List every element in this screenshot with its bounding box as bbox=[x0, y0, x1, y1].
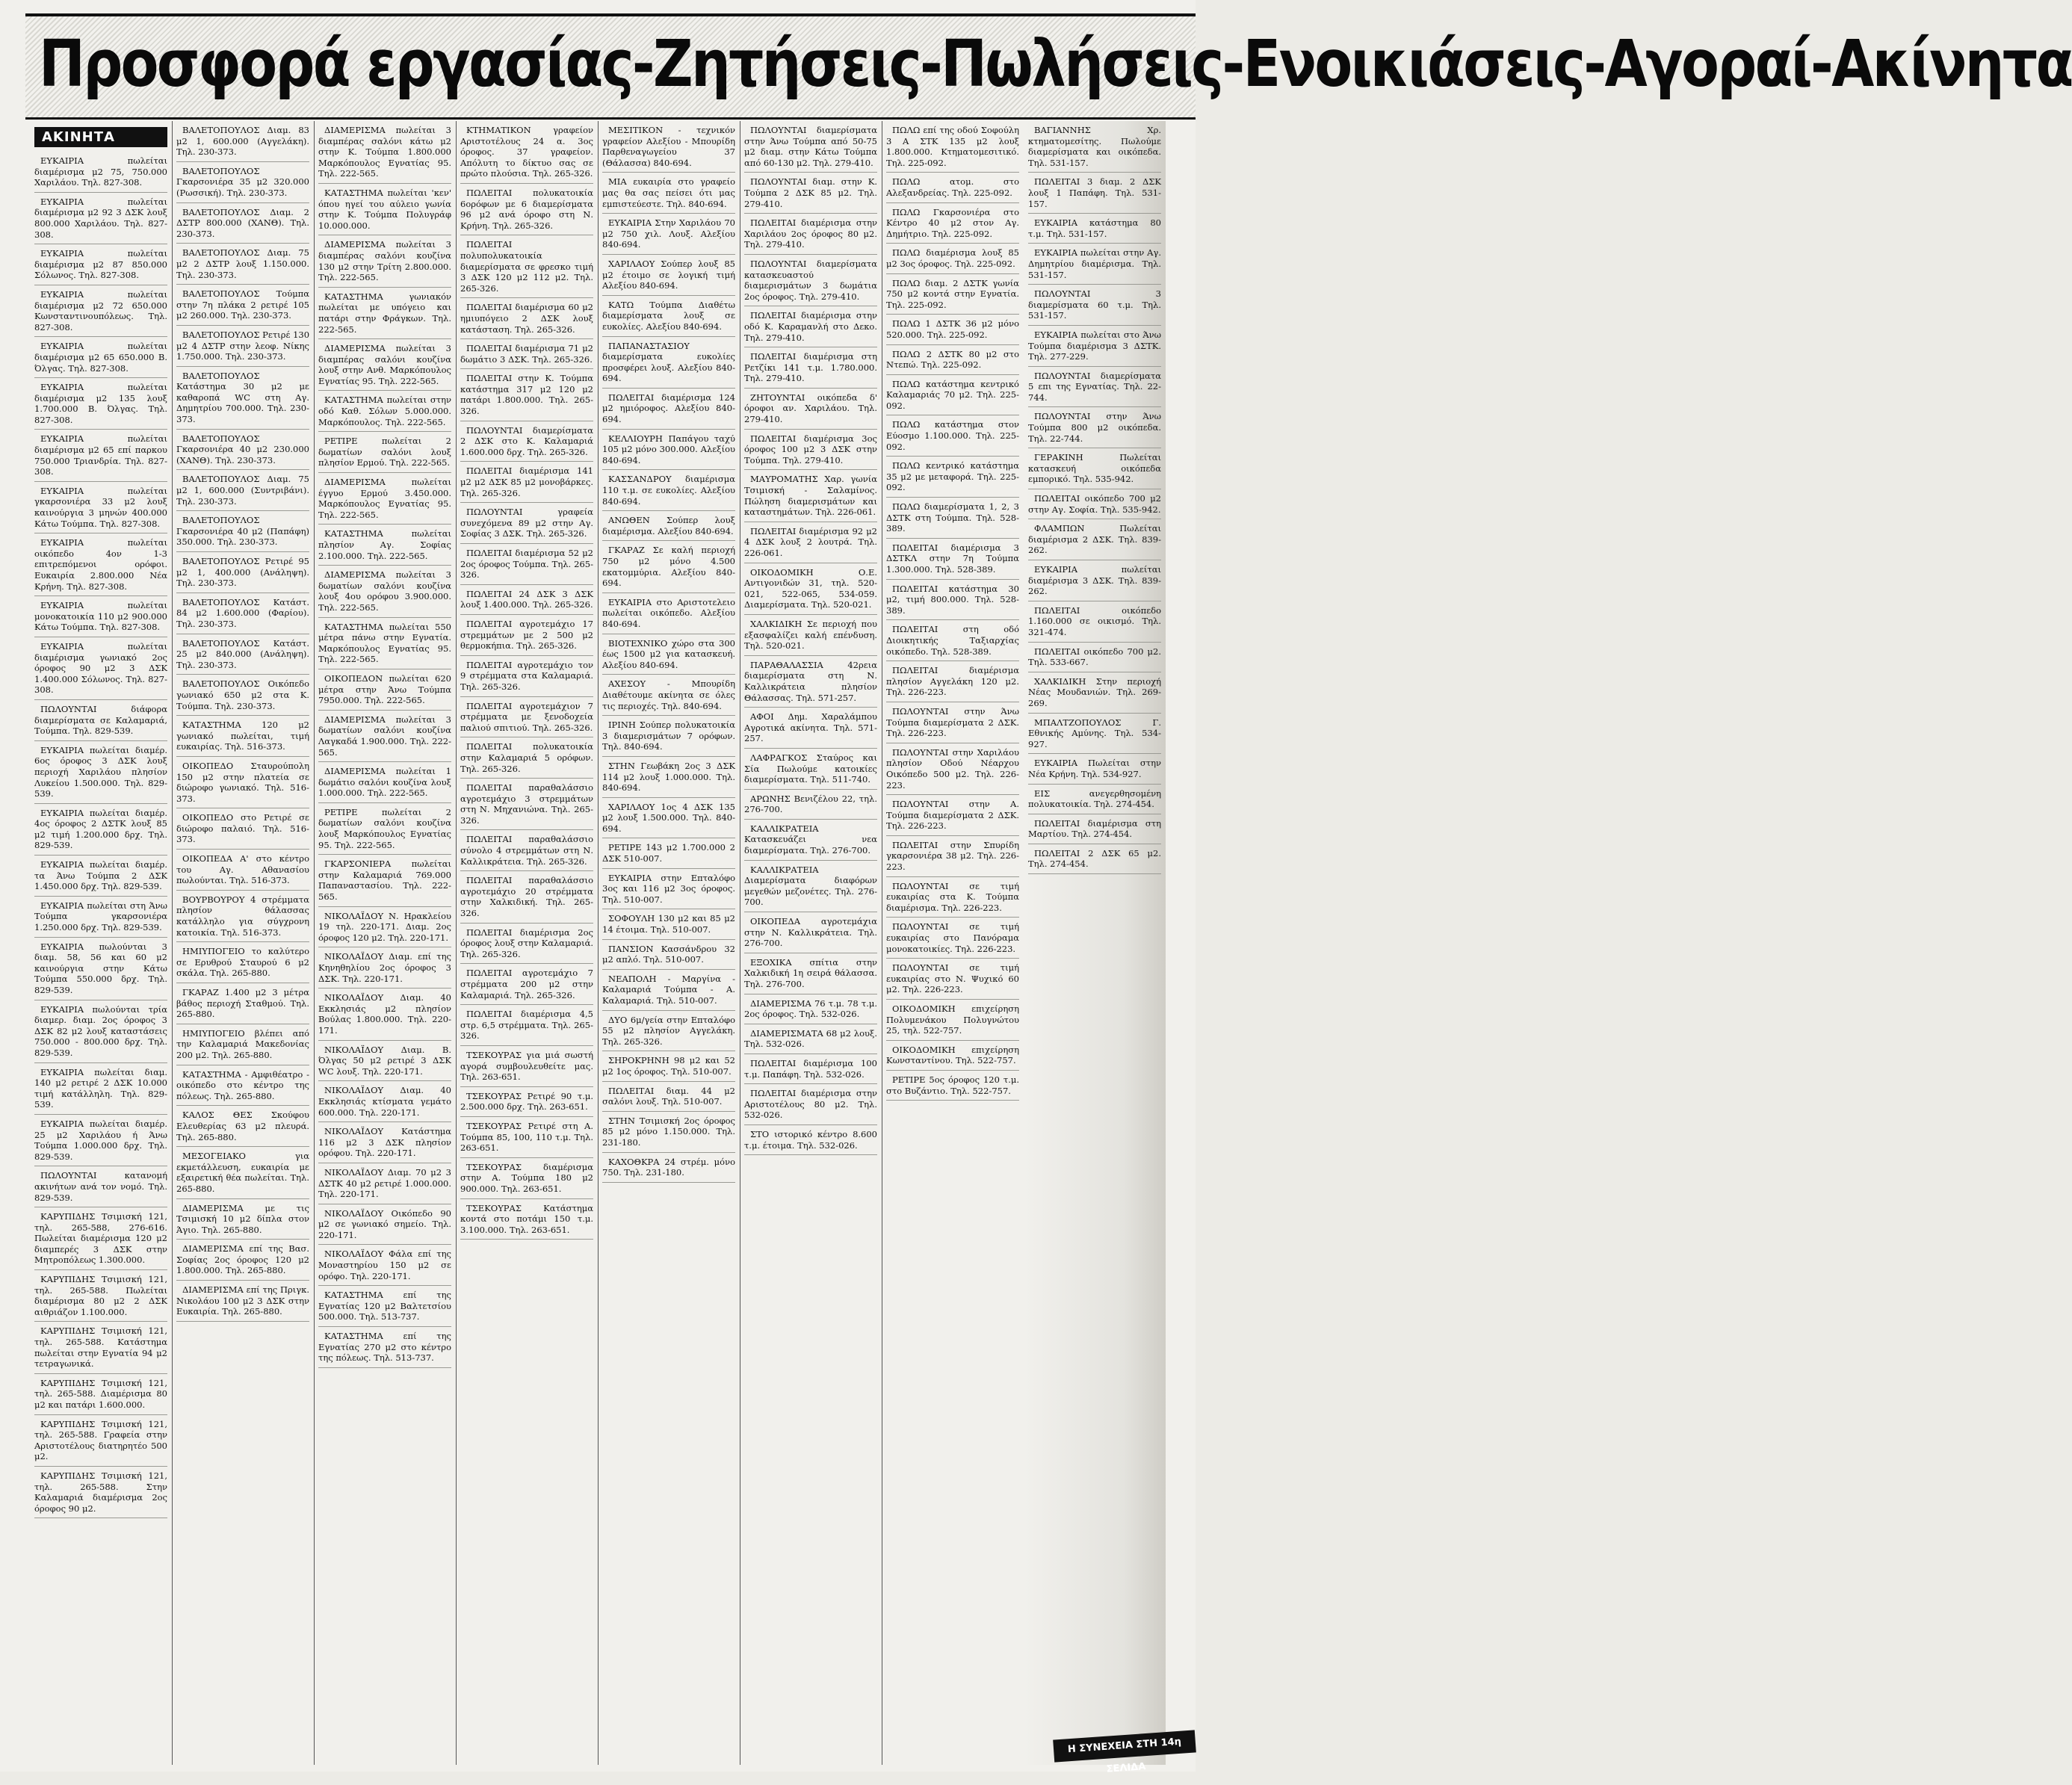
classified-ad: ΒΑΛΕΤΟΠΟΥΛΟΣ Κατάστ. 84 μ2 1.600.000 (Φαρίου). Τηλ. 230-373. bbox=[176, 593, 309, 634]
column-5 bbox=[598, 121, 740, 1765]
classified-ad: ΜΕΣΙΤΙΚΟΝ - τεχνικόν γραφείον Αλεξίου - Μπουρίδη Παρθεναγωγείου 37 (Θάλασσα) 840-694. bbox=[602, 121, 735, 173]
classified-ad: ΑΧΕΣΟΥ - Μπουρίδη Διαθέτουμε ακίνητα σε όλες τις περιοχές. Τηλ. 840-694. bbox=[602, 675, 735, 716]
banner-title: Προσφορά εργασίας-Ζητήσεις-Πωλήσεις-Ενοικιάσεις-Αγοραί-Ακίνητα bbox=[39, 27, 2072, 102]
classified-ad: ΚΑΡΥΠΙΔΗΣ Τσιμισκή 121, τηλ. 265-588. Κατάστημα πωλείται στην Εγνατία 94 μ2 τετραγωνικά. bbox=[34, 1322, 167, 1373]
classified-ad: ΠΩΛΕΙΤΑΙ διαμέρισμα 2ος όροφος λουξ στην Καλαμαριά. Τηλ. 265-326. bbox=[460, 924, 593, 965]
classified-ad: ΠΩΛΟΥΝΤΑΙ στην Άνω Τούμπα 800 μ2 οικόπεδα. Τηλ. 22-744. bbox=[1028, 407, 1161, 448]
classified-ad: ΠΩΛΕΙΤΑΙ αγροτεμάχιο 7 στρέμματα 200 μ2 στην Καλαμαριά. Τηλ. 265-326. bbox=[460, 964, 593, 1005]
classified-ad: ΔΙΑΜΕΡΙΣΜΑ πωλείται 3 δωματίων σαλόνι κουζίνα λουξ 4ου ορόφου 3.900.000. Τηλ. 222-565. bbox=[318, 566, 451, 617]
classified-ad: ΤΣΕΚΟΥΡΑΣ Κατάστημα κοντά στο ποτάμι 150 τ.μ. 3.100.000. Τηλ. 263-651. bbox=[460, 1199, 593, 1240]
classified-ad: ΒΑΛΕΤΟΠΟΥΛΟΣ Τούμπα στην 7η πλάκα 2 ρετιρέ 105 μ2 260.000. Τηλ. 230-373. bbox=[176, 285, 309, 326]
classified-ad: ΕΥΚΑΙΡΙΑ Στην Χαριλάου 70 μ2 750 χιλ. Λουξ. Αλεξίου 840-694. bbox=[602, 214, 735, 255]
classified-ad: ΔΙΑΜΕΡΙΣΜΑ επί της Πριγκ. Νικολάου 100 μ2 3 ΔΣΚ στην Ευκαιρία. Τηλ. 265-880. bbox=[176, 1281, 309, 1322]
classified-ad: ΣΤΗΝ Γεωβάκη 2ος 3 ΔΣΚ 114 μ2 λουξ 1.000.000. Τηλ. 840-694. bbox=[602, 757, 735, 798]
column-8 bbox=[1024, 121, 1166, 1765]
classified-ad: ΠΑΝΣΙΟΝ Κασσάνδρου 32 μ2 απλό. Τηλ. 510-007. bbox=[602, 940, 735, 970]
classified-ad: ΠΩΛΟΥΝΤΑΙ διαμερίσματα 5 επι της Εγνατίας. Τηλ. 22-744. bbox=[1028, 367, 1161, 408]
classified-ad: ΒΟΥΡΒΟΥΡΟΥ 4 στρέμματα πλησίον θάλασσας κατάλληλο για σύγχρονη κατοικία. Τηλ. 516-373. bbox=[176, 891, 309, 942]
classified-ad: ΔΙΑΜΕΡΙΣΜΑΤΑ 68 μ2 λουξ. Τηλ. 532-026. bbox=[744, 1024, 877, 1054]
classified-ad: ΚΑΤΑΣΤΗΜΑ - Αμφιθέατρο - οικόπεδο στο κέντρο της πόλεως. Τηλ. 265-880. bbox=[176, 1065, 309, 1107]
classified-ad: ΜΙΑ ευκαιρία στο γραφείο μας θα σας πείσει ότι μας εμπιστεύεστε. Τηλ. 840-694. bbox=[602, 173, 735, 214]
classified-ad: ΚΑΡΥΠΙΔΗΣ Τσιμισκή 121, τηλ. 265-588. Στην Καλαμαριά διαμέρισμα 2ος όροφος 90 μ2. bbox=[34, 1467, 167, 1518]
classified-ad: ΕΥΚΑΙΡΙΑ πωλείται γκαρσονιέρα 33 μ2 λουξ καινούργια 3 μηνών 400.000 Κάτω Τούμπα. Τηλ. 827-308. bbox=[34, 482, 167, 533]
classified-ad: ΝΙΚΟΛΑΪΔΟΥ Ν. Ηρακλείου 19 τηλ. 220-171. Διαμ. 2ος όροφος 120 μ2. Τηλ. 220-171. bbox=[318, 907, 451, 948]
column-1 bbox=[30, 121, 173, 1765]
classified-ad: ΠΩΛΕΙΤΑΙ διαμ. 44 μ2 σαλόνι λουξ. Τηλ. 510-007. bbox=[602, 1082, 735, 1112]
classified-ad: ΠΩΛΩ ατομ. στο Αλεξανδρείας. Τηλ. 225-092. bbox=[886, 173, 1019, 202]
classified-ad: ΠΩΛΕΙΤΑΙ διαμέρισμα στη Μαρτίου. Τηλ. 274-454. bbox=[1028, 814, 1161, 844]
classified-ad: ΒΑΛΕΤΟΠΟΥΛΟΣ Κατάστημα 30 μ2 με καθαροπά WC στη Αγ. Δημητρίου 700.000. Τηλ. 230-373. bbox=[176, 367, 309, 430]
classified-ad: ΟΙΚΟΔΟΜΙΚΗ επιχείρηση Πολυμενάκου Πολυγνώτου 25, τηλ. 522-757. bbox=[886, 1000, 1019, 1041]
classified-ad: ΠΩΛΕΙΤΑΙ οικόπεδο 700 μ2 στην Αγ. Σοφία. Τηλ. 535-942. bbox=[1028, 489, 1161, 519]
classified-ad: ΤΣΕΚΟΥΡΑΣ διαμέρισμα στην Α. Τούμπα 180 μ2 900.000. Τηλ. 263-651. bbox=[460, 1158, 593, 1199]
classified-ad: ΔΙΑΜΕΡΙΣΜΑ πωλείται 3 διαμπέρας σαλόνι κάτω μ2 στην Κ. Τούμπα 1.800.000 Μαρκόπουλος Εγνατίας 95. Τηλ. 222-565. bbox=[318, 121, 451, 184]
classified-ad: ΠΩΛΟΥΝΤΑΙ στην Α. Τούμπα διαμερίσματα 2 ΔΣΚ. Τηλ. 226-223. bbox=[886, 795, 1019, 836]
classified-ad: ΠΩΛΕΙΤΑΙ στην Κ. Τούμπα κατάστημα 317 μ2 120 μ2 πατάρι 1.800.000. Τηλ. 265-326. bbox=[460, 369, 593, 421]
classified-ad: ΟΙΚΟΠΕΔΑ αγροτεμάχια στην Ν. Καλλικράτεια. Τηλ. 276-700. bbox=[744, 912, 877, 953]
classified-ad: ΠΩΛΩ διαμερίσματα 1, 2, 3 ΔΣΤΚ στη Τούμπα. Τηλ. 528-389. bbox=[886, 498, 1019, 539]
classified-ad: ΠΩΛΕΙΤΑΙ διαμέρισμα 92 μ2 4 ΔΣΚ λουξ 2 λουτρά. Τηλ. 226-061. bbox=[744, 522, 877, 563]
classified-ad: ΠΩΛΕΙΤΑΙ πολυκατοικία 6ορόφων με 6 διαμερίσματα 96 μ2 ανά όροφο στη Ν. Κρήνη. Τηλ. 265-326. bbox=[460, 184, 593, 235]
classified-ad: ΡΕΤΙΡΕ 143 μ2 1.700.000 2 ΔΣΚ 510-007. bbox=[602, 838, 735, 868]
classified-ad: ΔΙΑΜΕΡΙΣΜΑ επί της Βασ. Σοφίας 2ος όροφος 120 μ2 1.800.000. Τηλ. 265-880. bbox=[176, 1240, 309, 1281]
classified-ad: ΑΝΩΘΕΝ Σούπερ λουξ διαμέρισμα. Αλεξίου 840-694. bbox=[602, 511, 735, 541]
classified-ad: ΕΥΚΑΙΡΙΑ πωλείται διαμέρισμα μ2 135 λουξ 1.700.000 Β. Όλγας. Τηλ. 827-308. bbox=[34, 378, 167, 430]
classified-ad: ΕΥΚΑΙΡΙΑ πωλείται διαμέρισμα γωνιακό 2ος όροφος 90 μ2 3 ΔΣΚ 1.400.000 Σόλωνος. Τηλ. 827-308. bbox=[34, 637, 167, 700]
classified-ad: ΠΩΛΩ διαμέρισμα λουξ 85 μ2 3ος όροφος. Τηλ. 225-092. bbox=[886, 244, 1019, 273]
classified-ad: ΠΩΛΕΙΤΑΙ αγροτεμάχιο 17 στρεμμάτων με 2 500 μ2 θερμοκήπια. Τηλ. 265-326. bbox=[460, 615, 593, 656]
classified-ad: ΧΑΡΙΛΑΟΥ 1ος 4 ΔΣΚ 135 μ2 λουξ 1.500.000. Τηλ. 840-694. bbox=[602, 798, 735, 839]
classified-ad: ΧΑΛΚΙΔΙΚΗ Στην περιοχή Νέας Μουδανιών. Τηλ. 269-269. bbox=[1028, 672, 1161, 714]
classified-ad: ΝΙΚΟΛΑΪΔΟΥ Διαμ. 70 μ2 3 ΔΣΤΚ 40 μ2 ρετιρέ 1.000.000. Τηλ. 220-171. bbox=[318, 1163, 451, 1204]
classified-ad: ΝΙΚΟΛΑΪΔΟΥ Κατάστημα 116 μ2 3 ΔΣΚ πλησίον ορόφου. Τηλ. 220-171. bbox=[318, 1122, 451, 1163]
classified-ad: ΠΩΛΕΙΤΑΙ αγροτεμάχιον 7 στρέμματα με ξενοδοχεία παλιού σπιτιού. Τηλ. 265-326. bbox=[460, 697, 593, 738]
classified-ad: ΔΙΑΜΕΡΙΣΜΑ πωλείται 3 δωματίων σαλόνι κουζίνα Λαγκαδά 1.900.000. Τηλ. 222-565. bbox=[318, 711, 451, 762]
classified-ad: ΠΩΛΟΥΝΤΑΙ στην Άνω Τούμπα διαμερίσματα 2 ΔΣΚ. Τηλ. 226-223. bbox=[886, 702, 1019, 743]
classified-ad: ΠΩΛΟΥΝΤΑΙ σε τιμή ευκαιρίας στο Πανόραμα μονοκατοικίες. Τηλ. 226-223. bbox=[886, 918, 1019, 959]
classified-ad: ΖΗΤΟΥΝΤΑΙ οικόπεδα δ' όροφοι αν. Χαριλάου. Τηλ. 279-410. bbox=[744, 389, 877, 430]
classified-ad: ΜΕΣΟΓΕΙΑΚΟ για εκμετάλλευση, ευκαιρία με εξαιρετική θέα πωλείται. Τηλ. 265-880. bbox=[176, 1147, 309, 1198]
classified-ad: ΕΥΚΑΙΡΙΑ πωλείται διαμέρισμα μ2 72 650.000 Κωνσταντινουπόλεως. Τηλ. 827-308. bbox=[34, 285, 167, 337]
classified-ad: ΚΕΛΛΙΟΥΡΗ Παπάγου ταχύ 105 μ2 μόνο 300.000. Αλεξίου 840-694. bbox=[602, 430, 735, 471]
classified-ad: ΔΙΑΜΕΡΙΣΜΑ πωλείται 1 δωμάτιο σαλόνι κουζίνα λουξ 1.000.000. Τηλ. 222-565. bbox=[318, 762, 451, 803]
classified-ad: ΕΥΚΑΙΡΙΑ πωλείται διαμ. 140 μ2 ρετιρέ 2 ΔΣΚ 10.000 τιμή κατάλληλη. Τηλ. 829-539. bbox=[34, 1063, 167, 1115]
classified-ad: ΕΥΚΑΙΡΙΑ πωλείται μονοκατοικία 110 μ2 900.000 Κάτω Τούμπα. Τηλ. 827-308. bbox=[34, 596, 167, 637]
classified-ad: ΝΕΑΠΟΛΗ - Μαργίνα - Καλαμαριά Τούμπα - Α. Καλαμαριά. Τηλ. 510-007. bbox=[602, 970, 735, 1011]
classified-ad: ΚΑΡΥΠΙΔΗΣ Τσιμισκή 121, τηλ. 265-588. Γραφεία στην Αριστοτέλους διατηρητέο 500 μ2. bbox=[34, 1415, 167, 1467]
column-2 bbox=[172, 121, 315, 1765]
classified-ad: ΕΞΟΧΙΚΑ σπίτια στην Χαλκιδική 1η σειρά θάλασσα. Τηλ. 276-700. bbox=[744, 953, 877, 994]
classified-ad: ΕΥΚΑΙΡΙΑ πωλείται διαμέρ. 4ος όροφος 2 ΔΣΤΚ λουξ 85 μ2 τιμή 1.200.000 δρχ. Τηλ. 829-539. bbox=[34, 804, 167, 856]
classified-ad: ΠΩΛΕΙΤΑΙ διαμέρισμα 52 μ2 2ος όροφος Τούμπα. Τηλ. 265-326. bbox=[460, 544, 593, 585]
classified-ad: ΙΡΙΝΗ Σούπερ πολυκατοικία 3 διαμερισμάτων 7 ορόφων. Τηλ. 840-694. bbox=[602, 716, 735, 757]
classified-ad: ΝΙΚΟΛΑΪΔΟΥ Φάλα επί της Μοναστηρίου 150 μ2 σε ορόφο. Τηλ. 220-171. bbox=[318, 1245, 451, 1286]
classified-ad: ΔΙΑΜΕΡΙΣΜΑ πωλείται 3 διαμπέρας σαλόνι κουζίνα λουξ στην Ανθ. Μαρκόπουλος Εγνατίας 95. Τηλ. 222-565. bbox=[318, 339, 451, 391]
classified-ad: ΠΩΛΩ κατάστημα κεντρικό Καλαμαριάς 70 μ2. Τηλ. 225-092. bbox=[886, 375, 1019, 416]
classified-ad: ΚΑΡΥΠΙΔΗΣ Τσιμισκή 121, τηλ. 265-588. Πωλείται διαμέρισμα 80 μ2 2 ΔΣΚ αιθριάζον 1.100.000. bbox=[34, 1270, 167, 1322]
classified-ad: ΚΑΤΑΣΤΗΜΑ πωλείται 'κεν' όπου ηγεί του αύλειο γωνία στην Κ. Τούμπα Πολυγράφ 10.000.000. bbox=[318, 184, 451, 235]
column-3 bbox=[314, 121, 457, 1765]
classified-ad: ΒΑΛΕΤΟΠΟΥΛΟΣ Διαμ. 83 μ2 1, 600.000 (Αγγελάκη). Τηλ. 230-373. bbox=[176, 121, 309, 162]
classified-ad: ΤΣΕΚΟΥΡΑΣ Ρετιρέ 90 τ.μ. 2.500.000 δρχ. Τηλ. 263-651. bbox=[460, 1087, 593, 1117]
classified-ad: ΕΥΚΑΙΡΙΑ πωλείται στη Άνω Τούμπα γκαρσονιέρα 1.250.000 δρχ. Τηλ. 829-539. bbox=[34, 897, 167, 938]
classified-ad: ΠΩΛΩ επί της οδού Σοφούλη 3 Α ΣΤΚ 135 μ2 λουξ 1.800.000. Κτηματομεσιτικό. Τηλ. 225-092. bbox=[886, 121, 1019, 173]
section-tag-akinita: ΑΚΙΝΗΤΑ bbox=[34, 127, 167, 147]
classified-ad: ΡΕΤΙΡΕ πωλείται 2 δωματίων σαλόνι λουξ πλησίον Ερμού. Τηλ. 222-565. bbox=[318, 432, 451, 473]
classified-ad: ΟΙΚΟΔΟΜΙΚΗ Ο.Ε. Αντιγονιδών 31, τηλ. 520-021, 522-065, 534-059. Διαμερίσματα. Τηλ. 520-021. bbox=[744, 563, 877, 615]
classified-ad: ΠΩΛΕΙΤΑΙ παραθαλάσσιο αγροτεμάχιο 20 στρέμματα στην Χαλκιδική. Τηλ. 265-326. bbox=[460, 871, 593, 923]
classified-ad: ΦΛΑΜΠΩΝ Πωλείται διαμέρισμα 2 ΔΣΚ. Τηλ. 839-262. bbox=[1028, 519, 1161, 560]
classified-ad: ΔΙΑΜΕΡΙΣΜΑ πωλείται έγγυο Ερμού 3.450.000. Μαρκόπουλος Εγνατίας 95. Τηλ. 222-565. bbox=[318, 473, 451, 525]
classified-ad: ΒΑΛΕΤΟΠΟΥΛΟΣ Οικόπεδο γωνιακό 650 μ2 στα Κ. Τούμπα. Τηλ. 230-373. bbox=[176, 675, 309, 716]
classified-ad: ΠΑΠΑΝΑΣΤΑΣΙΟΥ διαμερίσματα ευκολίες προσφέρει λουξ. Αλεξίου 840-694. bbox=[602, 337, 735, 389]
classified-ad: ΕΥΚΑΙΡΙΑ πωλείται διαμέρισμα μ2 75, 750.000 Χαριλάου. Τηλ. 827-308. bbox=[34, 152, 167, 193]
classified-ad: ΟΙΚΟΔΟΜΙΚΗ επιχείρηση Κωνσταντίνου. Τηλ. 522-757. bbox=[886, 1041, 1019, 1071]
classified-ad: ΕΥΚΑΙΡΙΑ κατάστημα 80 τ.μ. Τηλ. 531-157. bbox=[1028, 214, 1161, 244]
classified-ad: ΕΥΚΑΙΡΙΑ πωλείται διαμέρισμα μ2 92 3 ΔΣΚ λουξ 800.000 Χαριλάου. Τηλ. 827-308. bbox=[34, 193, 167, 244]
classified-ad: ΒΑΛΕΤΟΠΟΥΛΟΣ Ρετιρέ 130 μ2 4 ΔΣΤΡ στην λεοφ. Νίκης 1.750.000. Τηλ. 230-373. bbox=[176, 326, 309, 367]
classified-ad: ΠΩΛΟΥΝΤΑΙ διαμερίσματα κατασκευαστού διαμερισμάτων 3 δωμάτια 2ος όροφος. Τηλ. 279-410. bbox=[744, 255, 877, 306]
classified-ad: ΤΣΕΚΟΥΡΑΣ Ρετιρέ στη Α. Τούμπα 85, 100, 110 τ.μ. Τηλ. 263-651. bbox=[460, 1117, 593, 1158]
classified-ad: ΠΑΡΑΘΑΛΑΣΣΙΑ 42ρεια διαμερίσματα στη Ν. Καλλικράτεια πλησίον Θάλασσας. Τηλ. 571-257. bbox=[744, 656, 877, 708]
classified-ad: ΕΥΚΑΙΡΙΑ πωλείται στο Άνω Τούμπα διαμέρισμα 3 ΔΣΤΚ. Τηλ. 277-229. bbox=[1028, 326, 1161, 367]
classified-ad: ΛΑΦΡΑΓΚΟΣ Σταύρος και Σία Πωλούμε κατοικίες διαμερίσματα. Τηλ. 511-740. bbox=[744, 749, 877, 790]
classified-ad: ΓΕΡΑΚΙΝΗ Πωλείται κατασκευή οικόπεδα εμπορικό. Τηλ. 535-942. bbox=[1028, 448, 1161, 489]
classified-ad: ΝΙΚΟΛΑΪΔΟΥ Οικόπεδο 90 μ2 σε γωνιακό σημείο. Τηλ. 220-171. bbox=[318, 1204, 451, 1246]
classified-ad: ΚΑΤΩ Τούμπα Διαθέτω διαμερίσματα λουξ σε ευκολίες. Αλεξίου 840-694. bbox=[602, 296, 735, 337]
classified-ad: ΚΑΡΥΠΙΔΗΣ Τσιμισκή 121, τηλ. 265-588, 276-616. Πωλείται διαμέρισμα 120 μ2 διαμπερές 3 ΔΣΚ στην Μητροπόλεως 1.300.000. bbox=[34, 1207, 167, 1270]
classified-ad: ΠΩΛΟΥΝΤΑΙ διαμερίσματα 2 ΔΣΚ στο Κ. Καλαμαριά 1.600.000 δρχ. Τηλ. 265-326. bbox=[460, 421, 593, 463]
classified-ad: ΕΥΚΑΙΡΙΑ στο Αριστοτελειο πωλείται οικόπεδο. Αλεξίου 840-694. bbox=[602, 593, 735, 634]
classified-ad: ΚΑΤΑΣΤΗΜΑ πωλείται 550 μέτρα πάνω στην Εγνατία. Μαρκόπουλος Εγνατίας 95. Τηλ. 222-565. bbox=[318, 618, 451, 669]
classified-ad: ΠΩΛΩ κεντρικό κατάστημα 35 μ2 με μεταφορά. Τηλ. 225-092. bbox=[886, 457, 1019, 498]
classified-ad: ΕΥΚΑΙΡΙΑ πωλείται διαμέρ. 25 μ2 Χαριλάου ή Άνω Τούμπα 1.000.000 δρχ. Τηλ. 829-539. bbox=[34, 1115, 167, 1166]
classified-ad: ΕΥΚΑΙΡΙΑ πωλούνται τρία διαμερ. διαμ. 2ος όροφος 3 ΔΣΚ 82 μ2 λουξ καταστάσεις 750.000 - 800.000 δρχ. Τηλ. 829-539. bbox=[34, 1000, 167, 1063]
classified-ad: ΠΩΛΕΙΤΑΙ διαμέρισμα στην Αριστοτέλους 80 μ2. Τηλ. 532-026. bbox=[744, 1084, 877, 1125]
classified-ad: ΕΥΚΑΙΡΙΑ πωλείται οικόπεδο 4ον 1-3 επιτρεπόμενοι ορόφοι. Ευκαιρία 2.800.000 Νέα Κρήνη. Τηλ. 827-308. bbox=[34, 533, 167, 596]
classified-ad: ΓΚΑΡΣΟΝΙΕΡΑ πωλείται στην Καλαμαριά 769.000 Παπαναστασίου. Τηλ. 222-565. bbox=[318, 855, 451, 906]
classified-ad: ΠΩΛΕΙΤΑΙ διαμέρισμα 3 ΔΣΤΚΛ στην 7η Τούμπα 1.300.000. Τηλ. 528-389. bbox=[886, 539, 1019, 580]
column-6 bbox=[740, 121, 882, 1765]
classified-ad: ΠΩΛΕΙΤΑΙ 3 διαμ. 2 ΔΣΚ λουξ 1 Παπάφη. Τηλ. 531-157. bbox=[1028, 173, 1161, 214]
classified-ad: ΠΩΛΕΙΤΑΙ παραθαλάσσιο σύνολο 4 στρεμμάτων στη Ν. Καλλικράτεια. Τηλ. 265-326. bbox=[460, 830, 593, 871]
classified-ad: ΚΑΛΟΣ ΘΕΣ Σκούφου Ελευθερίας 63 μ2 πλευρά. Τηλ. 265-880. bbox=[176, 1106, 309, 1147]
classified-ad: ΕΥΚΑΙΡΙΑ πωλείται διαμέρ. τα Άνω Τούμπα 2 ΔΣΚ 1.450.000 δρχ. Τηλ. 829-539. bbox=[34, 856, 167, 897]
classified-ad: ΠΩΛΟΥΝΤΑΙ γραφεία συνεχόμενα 89 μ2 στην Αγ. Σοφίας 3 ΔΣΚ. Τηλ. 265-326. bbox=[460, 503, 593, 544]
classified-ad: ΠΩΛΟΥΝΤΑΙ 3 διαμερίσματα 60 τ.μ. Τηλ. 531-157. bbox=[1028, 285, 1161, 326]
classified-ad: ΒΑΛΕΤΟΠΟΥΛΟΣ Ρετιρέ 95 μ2 1, 400.000 (Ανάληψη). Τηλ. 230-373. bbox=[176, 552, 309, 593]
classified-ad: ΔΙΑΜΕΡΙΣΜΑ πωλείται 3 διαμπέρας σαλόνι κουζίνα 130 μ2 στην Τρίτη 2.800.000. Τηλ. 222-565. bbox=[318, 235, 451, 287]
classified-ad: ΠΩΛΩ κατάστημα στον Εύοσμο 1.100.000. Τηλ. 225-092. bbox=[886, 415, 1019, 457]
classified-ad: ΠΩΛΕΙΤΑΙ διαμέρισμα 60 μ2 ημιυπόγειο 2 ΔΣΚ λουξ κατάσταση. Τηλ. 265-326. bbox=[460, 298, 593, 339]
classified-ad: ΠΩΛΕΙΤΑΙ διαμέρισμα 124 μ2 ημιόροφος. Αλεξίου 840-694. bbox=[602, 389, 735, 430]
classified-ad: ΔΙΑΜΕΡΙΣΜΑ με τις Τσιμισκή 10 μ2 δίπλα στον Άγιο. Τηλ. 265-880. bbox=[176, 1199, 309, 1240]
classified-ad: ΜΑΥΡΟΜΑΤΗΣ Χαρ. γωνία Τσιμισκή - Σαλαμίνος. Πώληση διαμερισμάτων και καταστημάτων. Τηλ. 226-061. bbox=[744, 470, 877, 522]
classified-ad: ΒΑΛΕΤΟΠΟΥΛΟΣ Κατάστ. 25 μ2 840.000 (Ανάληψη). Τηλ. 230-373. bbox=[176, 634, 309, 675]
classified-ad: ΒΑΛΕΤΟΠΟΥΛΟΣ Γκαρσονιέρα 40 μ2 (Παπάφη) 350.000. Τηλ. 230-373. bbox=[176, 511, 309, 552]
classified-ad: ΠΩΛΕΙΤΑΙ παραθαλάσσιο αγροτεμάχιο 3 στρεμμάτων στη Ν. Μηχανιώνα. Τηλ. 265-326. bbox=[460, 779, 593, 830]
classified-ad: ΧΑΛΚΙΔΙΚΗ Σε περιοχή που εξασφαλίζει καλή επένδυση. Τηλ. 520-021. bbox=[744, 615, 877, 656]
classified-ad: ΟΙΚΟΠΕΔΟ Σταυρούπολη 150 μ2 στην πλατεία σε διώροφο γωνιακό. Τηλ. 516-373. bbox=[176, 757, 309, 808]
classified-ad: ΠΩΛΕΙΤΑΙ αγροτεμάχιο τον 9 στρέμματα στα Καλαμαριά. Τηλ. 265-326. bbox=[460, 656, 593, 697]
continuation-note: Η ΣΥΝΕΧΕΙΑ ΣΤΗ 14η ΣΕΛΙΔΑ bbox=[1053, 1730, 1196, 1762]
classified-ad: ΚΑΛΛΙΚΡΑΤΕΙΑ Κατασκευάζει νεα διαμερίσματα. Τηλ. 276-700. bbox=[744, 820, 877, 861]
classified-ad: ΠΩΛΟΥΝΤΑΙ διάφορα διαμερίσματα σε Καλαμαριά, Τούμπα. Τηλ. 829-539. bbox=[34, 700, 167, 741]
classified-ad: ΣΗΡΟΚΡΗΝΗ 98 μ2 και 52 μ2 1ος όροφος. Τηλ. 510-007. bbox=[602, 1051, 735, 1081]
classified-ad: ΚΤΗΜΑΤΙΚΟΝ γραφείον Αριστοτέλους 24 α. 3ος όροφος. 37 γραφείον. Απόλυτη το δίκτυο σας σε πρώτο πλούσια. Τηλ. 265-326. bbox=[460, 121, 593, 184]
classified-ad: ΠΩΛΟΥΝΤΑΙ διαμ. στην Κ. Τούμπα 2 ΔΣΚ 85 μ2. Τηλ. 279-410. bbox=[744, 173, 877, 214]
classified-ad: ΠΩΛΩ 2 ΔΣΤΚ 80 μ2 στο Ντεπώ. Τηλ. 225-092. bbox=[886, 345, 1019, 375]
classified-ad: ΒΑΛΕΤΟΠΟΥΛΟΣ Γκαρσονιέρα 40 μ2 230.000 (ΧΑΝΘ). Τηλ. 230-373. bbox=[176, 430, 309, 471]
classified-ad: ΠΩΛΟΥΝΤΑΙ σε τιμή ευκαιρίας στο Ν. Ψυχικό 60 μ2. Τηλ. 226-223. bbox=[886, 959, 1019, 1000]
classified-ad: ΠΩΛΕΙΤΑΙ οικόπεδο 1.160.000 σε οικισμό. Τηλ. 321-474. bbox=[1028, 601, 1161, 643]
classified-ad: ΗΜΙΥΠΟΓΕΙΟ βλέπει από την Καλαμαριά Μακεδονίας 200 μ2. Τηλ. 265-880. bbox=[176, 1024, 309, 1065]
classified-ad: ΔΙΑΜΕΡΙΣΜΑ 76 τ.μ. 78 τ.μ. 2ος όροφος. Τηλ. 532-026. bbox=[744, 994, 877, 1024]
classifieds-banner bbox=[25, 13, 2072, 120]
classified-ad: ΕΥΚΑΙΡΙΑ πωλείται διαμέρισμα μ2 65 650.000 Β. Όλγας. Τηλ. 827-308. bbox=[34, 337, 167, 378]
classified-ad: ΟΙΚΟΠΕΔΑ Α' στο κέντρο του Αγ. Αθανασίου πωλούνται. Τηλ. 516-373. bbox=[176, 850, 309, 891]
classified-ad: ΕΙΣ ανεγερθησομένη πολυκατοικία. Τηλ. 274-454. bbox=[1028, 785, 1161, 814]
classified-ad: ΚΑΤΑΣΤΗΜΑ επί της Εγνατίας 120 μ2 Βαλτετσίου 500.000. Τηλ. 513-737. bbox=[318, 1286, 451, 1327]
classified-ad: ΒΑΛΕΤΟΠΟΥΛΟΣ Γκαρσονιέρα 35 μ2 320.000 (Ρωσσική). Τηλ. 230-373. bbox=[176, 162, 309, 203]
column-7 bbox=[882, 121, 1024, 1765]
classified-ad: ΕΥΚΑΙΡΙΑ πωλείται διαμέρισμα μ2 87 850.000 Σόλωνος. Τηλ. 827-308. bbox=[34, 244, 167, 285]
classified-ad: ΠΩΛΕΙΤΑΙ στη οδό Διοικητικής Ταξιαρχίας οικόπεδο. Τηλ. 528-389. bbox=[886, 620, 1019, 661]
classified-ad: ΠΩΛΕΙΤΑΙ διαμέρισμα 100 τ.μ. Παπάφη. Τηλ. 532-026. bbox=[744, 1054, 877, 1084]
classified-ad: ΠΩΛΕΙΤΑΙ 2 ΔΣΚ 65 μ2. Τηλ. 274-454. bbox=[1028, 844, 1161, 874]
classified-ad: ΠΩΛΕΙΤΑΙ οικόπεδο 700 μ2. Τηλ. 533-667. bbox=[1028, 643, 1161, 672]
classified-ad: ΠΩΛΕΙΤΑΙ πολυπολυκατοικία διαμερίσματα σε φρεσκο τιμή 3 ΔΣΚ 120 μ2 112 μ2. Τηλ. 265-326. bbox=[460, 235, 593, 298]
classified-ad: ΝΙΚΟΛΑΪΔΟΥ Διαμ. 40 Εκκλησιάς μ2 πλησίον Βούλας 1.800.000. Τηλ. 220-171. bbox=[318, 989, 451, 1040]
classified-ad: ΠΩΛΕΙΤΑΙ διαμέρισμα στη Ρετζίκι 141 τ.μ. 1.780.000. Τηλ. 279-410. bbox=[744, 347, 877, 389]
classified-ad: ΕΥΚΑΙΡΙΑ Πωλείται στην Νέα Κρήνη. Τηλ. 534-927. bbox=[1028, 754, 1161, 784]
classified-ad: ΚΑΧΟΘΚΡΑ 24 στρέμ. μόνο 750. Τηλ. 231-180. bbox=[602, 1153, 735, 1183]
classified-ad: ΑΦΟΙ Δημ. Χαραλάμπου Αγροτικά ακίνητα. Τηλ. 571-257. bbox=[744, 708, 877, 749]
classified-ad: ΠΩΛΕΙΤΑΙ στην Σπυρίδη γκαρσονιέρα 38 μ2. Τηλ. 226-223. bbox=[886, 836, 1019, 877]
classified-ad: ΠΩΛΕΙΤΑΙ διαμέρισμα στην Χαριλάου 2ος όροφος 80 μ2. Τηλ. 279-410. bbox=[744, 214, 877, 255]
classified-ad: ΔΥΟ 6μ/γεία στην Επταλόφο 55 μ2 πλησίον Αγγελάκη. Τηλ. 265-326. bbox=[602, 1011, 735, 1052]
classified-ad: ΜΠΑΛΤΖΟΠΟΥΛΟΣ Γ. Εθνικής Αμύνης. Τηλ. 534-927. bbox=[1028, 714, 1161, 755]
classified-ad: ΒΑΓΙΑΝΝΗΣ Χρ. κτηματομεσίτης. Πωλούμε διαμερίσματα και οικόπεδα. Τηλ. 531-157. bbox=[1028, 121, 1161, 173]
classified-ad: ΚΑΤΑΣΤΗΜΑ γωνιακόν πωλείται με υπόγειο και πατάρι στην Φράγκων. Τηλ. 222-565. bbox=[318, 288, 451, 339]
classified-ad: ΠΩΛΕΙΤΑΙ διαμέρισμα στην οδό Κ. Καραμανλή στο Δεκο. Τηλ. 279-410. bbox=[744, 306, 877, 347]
classified-ad: ΓΚΑΡΑΖ 1.400 μ2 3 μέτρα βάθος περιοχή Σταθμού. Τηλ. 265-880. bbox=[176, 983, 309, 1024]
classified-ad: ΗΜΙΥΠΟΓΕΙΟ το καλύτερο σε Ερυθρού Σταυρού 6 μ2 σκάλα. Τηλ. 265-880. bbox=[176, 942, 309, 983]
classified-ad: ΝΙΚΟΛΑΪΔΟΥ Διαμ. Β. Όλγας 50 μ2 ρετιρέ 3 ΔΣΚ WC λουξ. Τηλ. 220-171. bbox=[318, 1041, 451, 1082]
classified-ad: ΒΙΟΤΕΧΝΙΚΟ χώρο στα 300 έως 1500 μ2 για κατασκευή. Αλεξίου 840-694. bbox=[602, 634, 735, 675]
classified-ad: ΒΑΛΕΤΟΠΟΥΛΟΣ Διαμ. 2 ΔΣΤΡ 800.000 (ΧΑΝΘ). Τηλ. 230-373. bbox=[176, 203, 309, 244]
classified-ad: ΕΥΚΑΙΡΙΑ πωλείται διαμέρισμα 3 ΔΣΚ. Τηλ. 839-262. bbox=[1028, 560, 1161, 601]
classified-ad: ΝΙΚΟΛΑΪΔΟΥ Διαμ. επί της Κηνηθηλίου 2ος όροφος 3 ΔΣΚ. Τηλ. 220-171. bbox=[318, 947, 451, 989]
classified-ad: ΚΑΤΑΣΤΗΜΑ επί της Εγνατίας 270 μ2 στο κέντρο της πόλεως. Τηλ. 513-737. bbox=[318, 1327, 451, 1368]
classified-ad: ΠΩΛΟΥΝΤΑΙ στην Χαριλάου πλησίον Οδού Νέαρχου Οικόπεδο 500 μ2. Τηλ. 226-223. bbox=[886, 743, 1019, 795]
classified-ad: ΧΑΡΙΛΑΟΥ Σούπερ λουξ 85 μ2 έτοιμο σε λογική τιμή Αλεξίου 840-694. bbox=[602, 255, 735, 296]
classified-ad: ΕΥΚΑΙΡΙΑ στην Επταλόφο 3ος και 116 μ2 3ος όροφος. Τηλ. 510-007. bbox=[602, 869, 735, 910]
classified-ad: ΚΑΤΑΣΤΗΜΑ πωλείται στην οδό Καθ. Σόλων 5.000.000. Μαρκόπουλος. Τηλ. 222-565. bbox=[318, 391, 451, 432]
classified-ad: ΠΩΛΕΙΤΑΙ κατάστημα 30 μ2, τιμή 800.000. Τηλ. 528-389. bbox=[886, 580, 1019, 621]
classified-ad: ΑΡΩΝΗΣ Βενιζέλου 22, τηλ. 276-700. bbox=[744, 790, 877, 820]
column-4 bbox=[456, 121, 599, 1765]
classified-ad: ΠΩΛΩ Γκαρσονιέρα στο Κέντρο 40 μ2 στον Αγ. Δημήτριο. Τηλ. 225-092. bbox=[886, 203, 1019, 244]
classified-ad: ΣΤΟ ιστορικό κέντρο 8.600 τ.μ. έτοιμα. Τηλ. 532-026. bbox=[744, 1125, 877, 1155]
classified-ad: ΚΑΡΥΠΙΔΗΣ Τσιμισκή 121, τηλ. 265-588. Διαμέρισμα 80 μ2 και πατάρι 1.600.000. bbox=[34, 1374, 167, 1415]
classified-ad: ΡΕΤΙΡΕ 5ος όροφος 120 τ.μ. στο Βυζάντιο. Τηλ. 522-757. bbox=[886, 1071, 1019, 1101]
classified-ad: ΓΚΑΡΑΖ Σε καλή περιοχή 750 μ2 μόνο 4.500 εκατομμύρια. Αλεξίου 840-694. bbox=[602, 541, 735, 593]
classified-ad: ΕΥΚΑΙΡΙΑ πωλείται διαμέρισμα μ2 65 επί παρκου 750.000 Τριανδρία. Τηλ. 827-308. bbox=[34, 430, 167, 481]
classified-ad: ΒΑΛΕΤΟΠΟΥΛΟΣ Διαμ. 75 μ2 1, 600.000 (Συντριβάνι). Τηλ. 230-373. bbox=[176, 470, 309, 511]
classified-ad: ΠΩΛΕΙΤΑΙ διαμέρισμα 141 μ2 μ2 ΔΣΚ 85 μ2 μονοβάρκες. Τηλ. 265-326. bbox=[460, 462, 593, 503]
classified-ad: ΚΑΤΑΣΤΗΜΑ πωλείται πλησίον Αγ. Σοφίας 2.100.000. Τηλ. 222-565. bbox=[318, 525, 451, 566]
classified-ad: ΚΑΣΣΑΝΔΡΟΥ διαμέρισμα 110 τ.μ. σε ευκολίες. Αλεξίου 840-694. bbox=[602, 470, 735, 511]
classified-ad: ΠΩΛΕΙΤΑΙ διαμέρισμα πλησίον Αγγελάκη 120 μ2. Τηλ. 226-223. bbox=[886, 661, 1019, 702]
classified-ad: ΝΙΚΟΛΑΪΔΟΥ Διαμ. 40 Εκκλησιάς κτίσματα γεμάτο 600.000. Τηλ. 220-171. bbox=[318, 1081, 451, 1122]
classified-ad: ΤΣΕΚΟΥΡΑΣ για μιά σωστή αγορά συμβουλευθείτε μας. Τηλ. 263-651. bbox=[460, 1046, 593, 1087]
classifieds-columns bbox=[30, 121, 1166, 1765]
classified-ad: ΒΑΛΕΤΟΠΟΥΛΟΣ Διαμ. 75 μ2 2 ΔΣΤΡ λουξ 1.150.000. Τηλ. 230-373. bbox=[176, 244, 309, 285]
classified-ad: ΠΩΛΩ διαμ. 2 ΔΣΤΚ γωνία 750 μ2 κοντά στην Εγνατία. Τηλ. 225-092. bbox=[886, 274, 1019, 315]
classified-ad: ΠΩΛΩ 1 ΔΣΤΚ 36 μ2 μόνο 520.000. Τηλ. 225-092. bbox=[886, 315, 1019, 344]
classified-ad: ΠΩΛΕΙΤΑΙ 24 ΔΣΚ 3 ΔΣΚ λουξ 1.400.000. Τηλ. 265-326. bbox=[460, 585, 593, 615]
classified-ad: ΣΤΗΝ Τσιμισκή 2ος όροφος 85 μ2 μόνο 1.150.000. Τηλ. 231-180. bbox=[602, 1112, 735, 1153]
classified-ad: ΕΥΚΑΙΡΙΑ πωλείται στην Αγ. Δημητρίου διαμέρισμα. Τηλ. 531-157. bbox=[1028, 244, 1161, 285]
classified-ad: ΠΩΛΕΙΤΑΙ διαμέρισμα 4,5 στρ. 6,5 στρέμματα. Τηλ. 265-326. bbox=[460, 1005, 593, 1046]
classified-ad: ΠΩΛΕΙΤΑΙ πολυκατοικία στην Καλαμαριά 5 ορόφων. Τηλ. 265-326. bbox=[460, 737, 593, 779]
classified-ad: ΕΥΚΑΙΡΙΑ πωλούνται 3 διαμ. 58, 56 και 60 μ2 καινούργια στην Κάτω Τούμπα 550.000 δρχ. Τηλ. 829-539. bbox=[34, 938, 167, 1000]
classified-ad: ΠΩΛΟΥΝΤΑΙ κατανομή ακινήτων ανά τον νομό. Τηλ. 829-539. bbox=[34, 1166, 167, 1207]
classified-ad: ΚΑΛΛΙΚΡΑΤΕΙΑ Διαμερίσματα διαφόρων μεγεθών μεζονέτες. Τηλ. 276-700. bbox=[744, 861, 877, 912]
classified-ad: ΟΙΚΟΠΕΔΟ στο Ρετιρέ σε διώροφο παλαιό. Τηλ. 516-373. bbox=[176, 808, 309, 850]
classified-ad: ΠΩΛΟΥΝΤΑΙ διαμερίσματα στην Άνω Τούμπα από 50-75 μ2 διαμ. στην Κάτω Τούμπα από 60-130 μ2. Τηλ. 279-410. bbox=[744, 121, 877, 173]
classified-ad: ΠΩΛΕΙΤΑΙ διαμέρισμα 71 μ2 δωμάτιο 3 ΔΣΚ. Τηλ. 265-326. bbox=[460, 339, 593, 369]
classified-ad: ΕΥΚΑΙΡΙΑ πωλείται διαμέρ. 6ος όροφος 3 ΔΣΚ λουξ περιοχή Χαριλάου πλησίον Λυκείου 1.500.000. Τηλ. 829-539. bbox=[34, 741, 167, 804]
classified-ad: ΟΙΚΟΠΕΔΟΝ πωλείται 620 μέτρα στην Άνω Τούμπα 7950.000. Τηλ. 222-565. bbox=[318, 669, 451, 711]
classified-ad: ΠΩΛΟΥΝΤΑΙ σε τιμή ευκαιρίας στα Κ. Τούμπα διαμέρισμα. Τηλ. 226-223. bbox=[886, 877, 1019, 918]
classified-ad: ΚΑΤΑΣΤΗΜΑ 120 μ2 γωνιακό πωλείται, τιμή ευκαιρίας. Τηλ. 516-373. bbox=[176, 716, 309, 757]
classified-ad: ΡΕΤΙΡΕ πωλείται 2 δωματίων σαλόνι κουζίνα λουξ Μαρκόπουλος Εγνατίας 95. Τηλ. 222-565. bbox=[318, 803, 451, 855]
classified-ad: ΠΩΛΕΙΤΑΙ διαμέρισμα 3ος όροφος 100 μ2 3 ΔΣΚ στην Τούμπα. Τηλ. 279-410. bbox=[744, 430, 877, 471]
classified-ad: ΣΟΦΟΥΛΗ 130 μ2 και 85 μ2 14 έτοιμα. Τηλ. 510-007. bbox=[602, 909, 735, 939]
